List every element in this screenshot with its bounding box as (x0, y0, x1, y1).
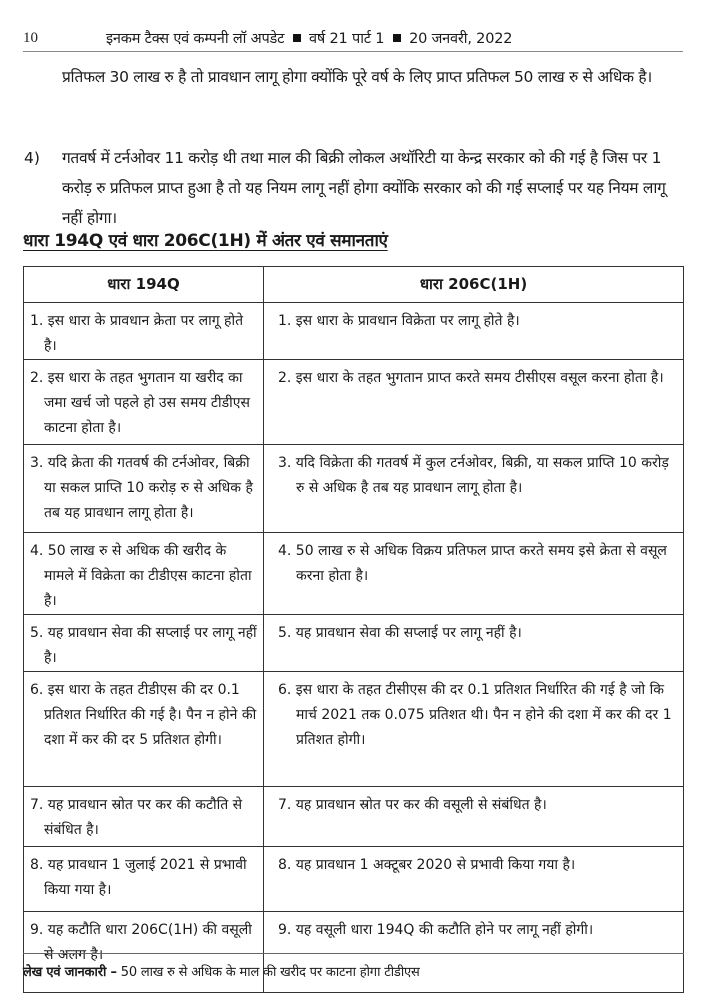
comparison-table (23, 266, 684, 993)
issue-date: 20 जनवरी, 2022 (409, 31, 513, 47)
running-footer (23, 962, 420, 980)
table-cell-206c: 8. यह प्रावधान 1 अक्टूबर 2020 से प्रभावी किया गया है। (264, 847, 684, 912)
table-row (24, 787, 684, 847)
section-heading: धारा 194Q एवं धारा 206C(1H) में अंतर एवं समानताएं (23, 231, 388, 251)
table-header-row (24, 267, 684, 303)
table-row (24, 303, 684, 360)
table-cell-194q: 5. यह प्रावधान सेवा की सप्लाई पर लागू नहीं है। (24, 615, 264, 672)
footer-label: लेख एवं जानकारी – (23, 965, 117, 980)
column-header-194q: धारा 194Q (24, 267, 264, 303)
table-cell-194q: 3. यदि क्रेता की गतवर्ष की टर्नओवर, बिक्री या सकल प्राप्ति 10 करोड़ रु से अधिक है तब यह प्रावधान लागू होता है। (24, 445, 264, 533)
square-separator-icon (393, 34, 401, 42)
table-cell-194q: 4. 50 लाख रु से अधिक की खरीद के मामले में विक्रेता का टीडीएस काटना होता है। (24, 533, 264, 615)
column-header-206c: धारा 206C(1H) (264, 267, 684, 303)
table-cell-194q: 8. यह प्रावधान 1 जुलाई 2021 से प्रभावी किया गया है। (24, 847, 264, 912)
table-cell-194q: 1. इस धारा के प्रावधान क्रेता पर लागू होते है। (24, 303, 264, 360)
table-cell-206c: 5. यह प्रावधान सेवा की सप्लाई पर लागू नहीं है। (264, 615, 684, 672)
table-row (24, 360, 684, 445)
table-cell-194q: 6. इस धारा के तहत टीडीएस की दर 0.1 प्रतिशत निर्धारित की गई है। पैन न होने की दशा में कर की दर 5 प्रतिशत होगी। (24, 672, 264, 787)
running-header (23, 26, 683, 52)
continuation-paragraph: प्रतिफल 30 लाख रु है तो प्रावधान लागू होगा क्योंकि पूरे वर्ष के लिए प्राप्त प्रतिफल 50 लाख रु से अधिक है। (62, 68, 652, 86)
table-cell-206c: 9. यह वसूली धारा 194Q की कटौति होने पर लागू नहीं होगी। (264, 912, 684, 993)
table-row (24, 445, 684, 533)
table-cell-194q: 9. यह कटौति धारा 206C(1H) की वसूली से अलग है। (24, 912, 264, 993)
table-cell-206c: 3. यदि विक्रेता की गतवर्ष में कुल टर्नओवर, बिक्री, या सकल प्राप्ति 10 करोड़ रु से अधिक है तब यह प्रावधान लागू होता है। (264, 445, 684, 533)
table-cell-206c: 2. इस धारा के तहत भुगतान प्राप्त करते समय टीसीएस वसूल करना होता है। (264, 360, 684, 445)
table-row (24, 912, 684, 993)
table-row (24, 615, 684, 672)
publication-title (106, 28, 512, 48)
page-number: 10 (23, 30, 38, 46)
table-row (24, 533, 684, 615)
table-row (24, 672, 684, 787)
square-separator-icon (293, 34, 301, 42)
table-cell-206c: 4. 50 लाख रु से अधिक विक्रय प्रतिफल प्राप्त करते समय इसे क्रेता से वसूल करना होता है। (264, 533, 684, 615)
table-cell-206c: 7. यह प्रावधान स्रोत पर कर की वसूली से संबंधित है। (264, 787, 684, 847)
table-cell-194q: 2. इस धारा के तहत भुगतान या खरीद का जमा खर्च जो पहले हो उस समय टीडीएस काटना होता है। (24, 360, 264, 445)
table-row (24, 847, 684, 912)
table-cell-194q: 7. यह प्रावधान स्रोत पर कर की कटौति से संबंधित है। (24, 787, 264, 847)
publication-name: इनकम टैक्स एवं कम्पनी लॉ अपडेट (106, 31, 285, 47)
footer-divider (23, 953, 684, 954)
footer-article-title: 50 लाख रु से अधिक के माल की खरीद पर काटना होगा टीडीएस (120, 965, 420, 980)
item-4-text: गतवर्ष में टर्नओवर 11 करोड़ थी तथा माल की बिक्री लोकल अथॉरिटी या केन्द्र सरकार को की गई है जिस पर 1 करोड़ रु प्रतिफल प्राप्त हुआ है तो यह नियम लागू नहीं होगा क्योंकि सरकार को की गई सप्लाई पर यह नियम लागू नहीं होगा। (62, 149, 666, 227)
table-cell-206c: 6. इस धारा के तहत टीसीएस की दर 0.1 प्रतिशत निर्धारित की गई है जो कि मार्च 2021 तक 0.075 प्रतिशत थी। पैन न होने की दशा में कर की दर 1 प्रतिशत होगी। (264, 672, 684, 787)
item-4-number: 4) (24, 149, 40, 167)
volume-issue: वर्ष 21 पार्ट 1 (309, 31, 385, 47)
table-cell-206c: 1. इस धारा के प्रावधान विक्रेता पर लागू होते है। (264, 303, 684, 360)
